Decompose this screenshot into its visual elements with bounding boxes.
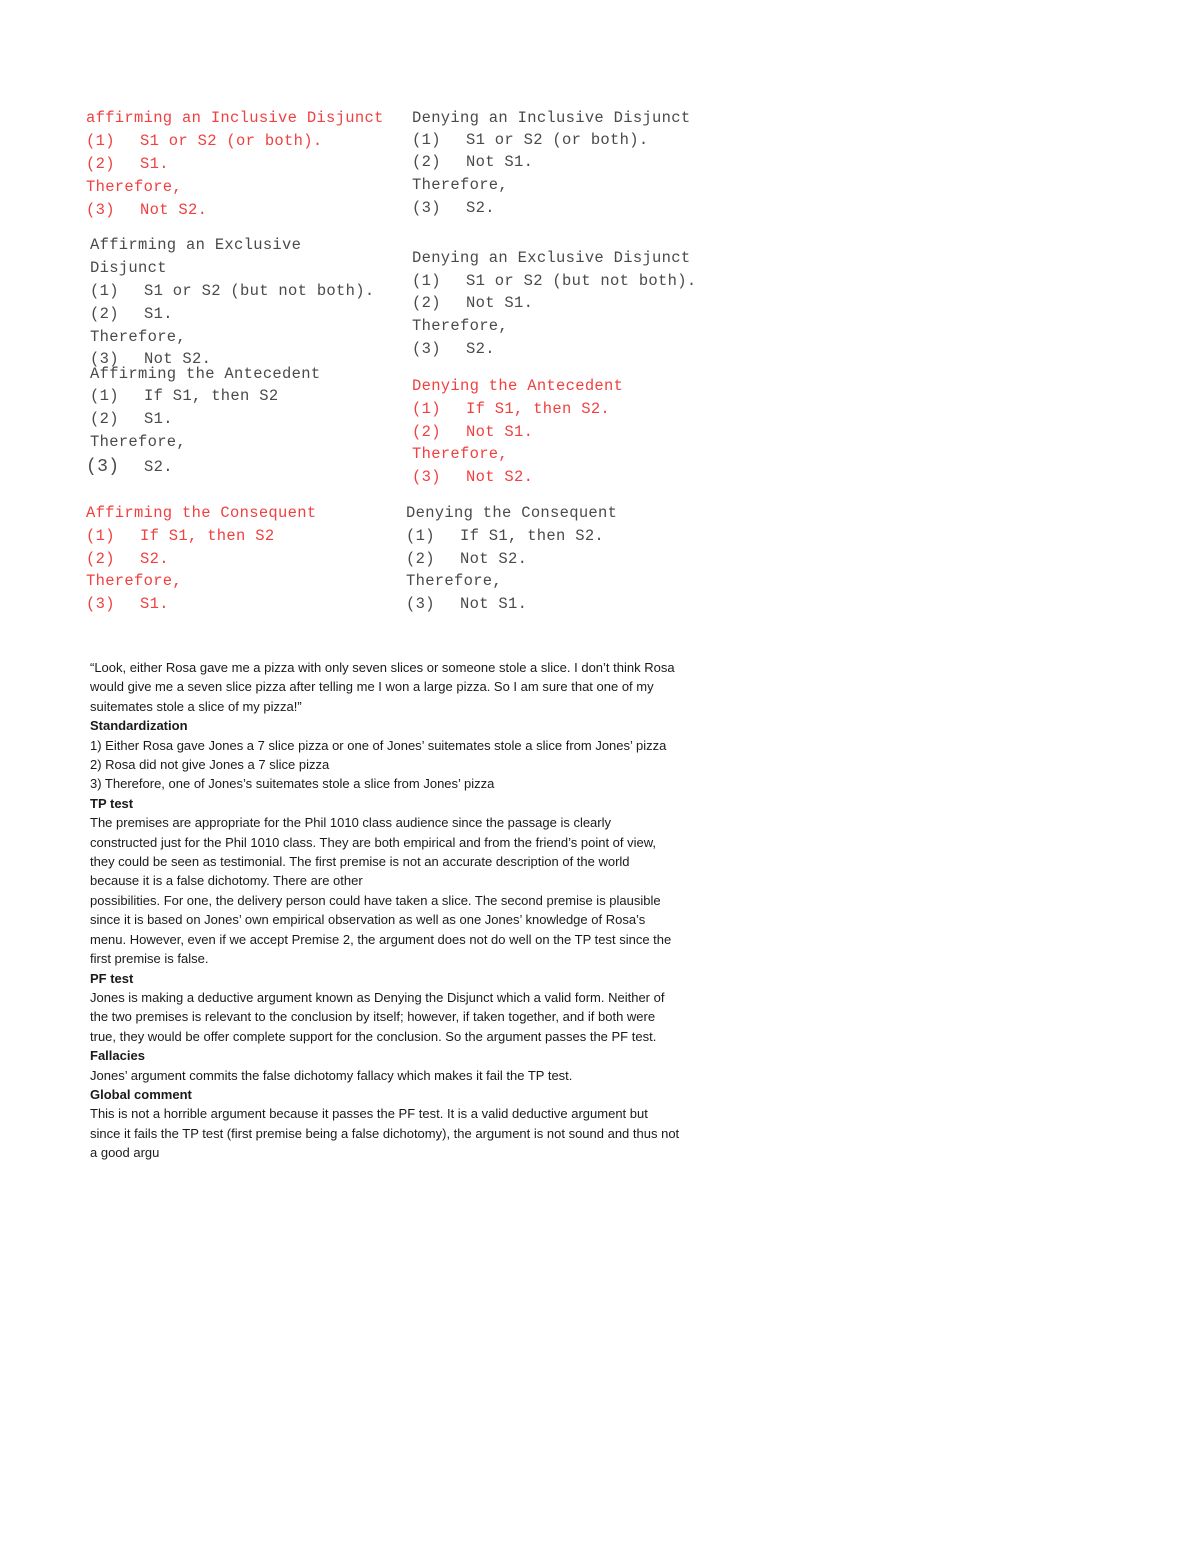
premise-2: (2) Not S1.: [412, 153, 534, 171]
tp-test-heading: TP test: [90, 795, 134, 811]
argument-analysis: [90, 658, 680, 1163]
conclusion: (3) Not S1.: [406, 595, 528, 613]
conclusion: (3) S1.: [86, 595, 169, 613]
therefore: Therefore,: [86, 572, 183, 590]
therefore: Therefore,: [90, 433, 187, 451]
premise-1: (1) If S1, then S2.: [406, 527, 605, 545]
form-title: Affirming the Antecedent: [90, 365, 321, 383]
therefore: Therefore,: [412, 176, 509, 194]
premise-1: (1) S1 or S2 (or both).: [86, 132, 323, 150]
affirming-consequent: [86, 503, 317, 613]
tp-test-paragraph-2: possibilities. For one, the delivery person could have taken a slice. The second premise is plausible since it is based on Jones’ own empirical observation as well as one Jones’ knowledge of Rosa’s menu. However, even if we accept Premise 2, the argument does not do well on the TP test since the first premise is false.: [90, 892, 672, 967]
denying-exclusive-disjunct: [412, 248, 697, 358]
premise-2: (2) S1.: [90, 410, 173, 428]
global-comment-heading: Global comment: [90, 1086, 192, 1102]
premise-2: (2) S1.: [86, 155, 169, 173]
form-title: Denying the Consequent: [406, 504, 618, 522]
premise-1: (1) S1 or S2 (or both).: [412, 131, 649, 149]
standardization-conclusion: 3) Therefore, one of Jones’s suitemates stole a slice from Jones’ pizza: [90, 776, 495, 792]
form-title: Denying the Antecedent: [412, 377, 624, 395]
denying-inclusive-disjunct: [412, 108, 691, 217]
pf-test-heading: PF test: [90, 970, 134, 986]
conclusion: (3) S2.: [86, 457, 173, 477]
therefore: Therefore,: [406, 572, 503, 590]
therefore: Therefore,: [412, 317, 509, 335]
premise-1: (1) If S1, then S2.: [412, 400, 611, 418]
fallacies-heading: Fallacies: [90, 1048, 145, 1064]
premise-2: (2) S2.: [86, 550, 169, 568]
form-title-line-1: Affirming an Exclusive: [90, 236, 302, 254]
global-comment-paragraph: This is not a horrible argument because it passes the PF test. It is a valid deductive argument but since it fails the TP test (first premise being a false dichotomy), the argument is not sound and thus not a good argu: [90, 1106, 680, 1161]
premise-1: (1) S1 or S2 (but not both).: [412, 272, 697, 290]
affirming-inclusive-disjunct: [86, 108, 384, 219]
standardization-premise-1: 1) Either Rosa gave Jones a 7 slice pizza or one of Jones’ suitemates stole a slice from Jones’ pizza: [90, 737, 667, 753]
premise-1: (1) If S1, then S2: [90, 387, 279, 405]
conclusion: (3) S2.: [412, 199, 495, 217]
affirming-exclusive-disjunct: [90, 235, 375, 368]
premise-1: (1) If S1, then S2: [86, 527, 275, 545]
fallacies-paragraph: Jones’ argument commits the false dichotomy fallacy which makes it fail the TP test.: [90, 1067, 573, 1083]
therefore: Therefore,: [86, 178, 183, 196]
pf-test-paragraph: Jones is making a deductive argument known as Denying the Disjunct which a valid form. Neither of the two premises is relevant to the conclusion by itself; however, if taken together, and if both were true, they would be offer complete support for the conclusion. So the argument passes the PF test.: [90, 989, 665, 1044]
premise-2: (2) Not S1.: [412, 294, 534, 312]
tp-test-paragraph-1: The premises are appropriate for the Phil 1010 class audience since the passage is clearly constructed just for the Phil 1010 class. They are both empirical and from the friend’s point of view, they could be seen as testimonial. The first premise is not an accurate description of the world because it is a false dichotomy. There are other: [90, 815, 657, 889]
premise-2: (2) Not S2.: [406, 550, 528, 568]
premise-1: (1) S1 or S2 (but not both).: [90, 282, 375, 300]
standardization-heading: Standardization: [90, 718, 188, 734]
premise-2: (2) Not S1.: [412, 423, 534, 441]
form-title-line-2: Disjunct: [90, 259, 167, 277]
form-title: Affirming the Consequent: [86, 504, 317, 522]
conclusion: (3) Not S2.: [412, 468, 534, 486]
quote-paragraph: “Look, either Rosa gave me a pizza with only seven slices or someone stole a slice. I don’t think Rosa would give me a seven slice pizza after telling me I won a large pizza. So I am sure that one of my suitemates stole a slice of my pizza!”: [90, 660, 675, 714]
therefore: Therefore,: [412, 445, 509, 463]
standardization-premise-2: 2) Rosa did not give Jones a 7 slice pizza: [90, 757, 330, 773]
form-title: affirming an Inclusive Disjunct: [86, 109, 384, 127]
form-title: Denying an Inclusive Disjunct: [412, 109, 691, 127]
affirming-antecedent: [86, 364, 321, 477]
denying-consequent: [406, 503, 618, 613]
conclusion: (3) S2.: [412, 340, 495, 358]
denying-antecedent: [412, 376, 624, 486]
conclusion: (3) Not S2.: [86, 201, 208, 219]
form-title: Denying an Exclusive Disjunct: [412, 249, 691, 267]
therefore: Therefore,: [90, 328, 187, 346]
conclusion: (3) Not S2.: [90, 350, 212, 368]
premise-2: (2) S1.: [90, 305, 173, 323]
